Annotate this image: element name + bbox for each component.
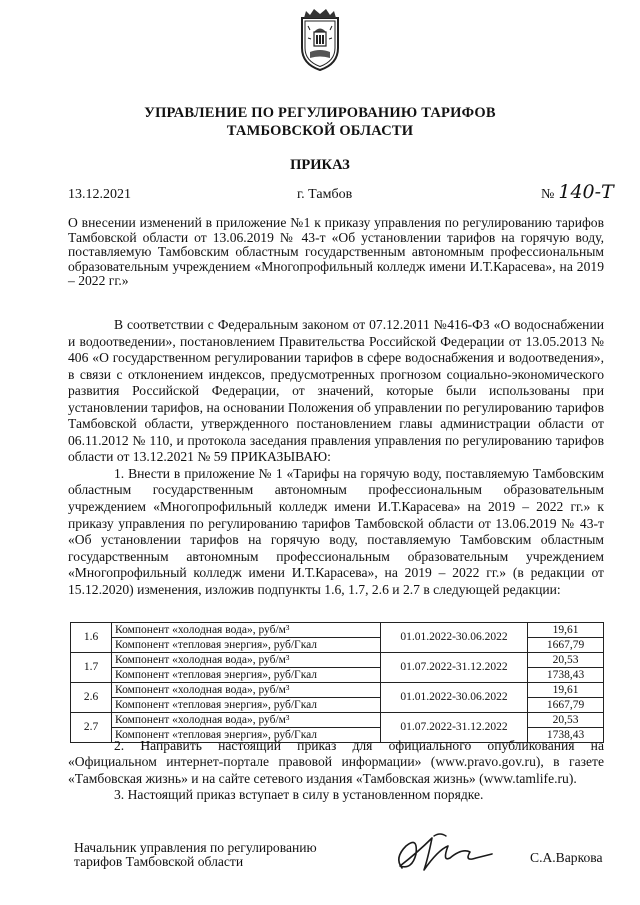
table-cell-value: 1667,79 — [528, 638, 604, 653]
table-cell-value: 20,53 — [528, 713, 604, 728]
coat-of-arms-icon — [296, 8, 344, 74]
table-cell-component: Компонент «холодная вода», руб/м³ — [112, 653, 381, 668]
item-3-paragraph: 3. Настоящий приказ вступает в силу в установленном порядке. — [114, 786, 484, 802]
table-row — [71, 683, 604, 698]
table-cell-value: 1738,43 — [528, 728, 604, 743]
table-cell-period: 01.01.2022-30.06.2022 — [381, 683, 528, 713]
table-cell-component: Компонент «тепловая энергия», руб/Гкал — [112, 728, 381, 743]
signatory-name: С.А.Варкова — [530, 850, 603, 865]
table-cell-period: 01.07.2022-31.12.2022 — [381, 713, 528, 743]
table-cell-component: Компонент «холодная вода», руб/м³ — [112, 713, 381, 728]
table-cell-value: 19,61 — [528, 683, 604, 698]
table-cell-point: 2.6 — [71, 683, 112, 713]
tariff-table — [70, 622, 604, 743]
document-number — [541, 181, 614, 203]
table-row — [71, 713, 604, 728]
table-cell-value: 19,61 — [528, 623, 604, 638]
item-2-paragraph: 2. Направить настоящий приказ для официального опубликования на «Официальном интернет-портале правовой информации» (www.pravo.gov.ru), в газете «Тамбовская жизнь» и на сайте сетевого издания «Тамбовская жизнь» (www.tamlife.ru). — [68, 738, 604, 786]
table-cell-component: Компонент «холодная вода», руб/м³ — [112, 623, 381, 638]
table-cell-period: 01.01.2022-30.06.2022 — [381, 623, 528, 653]
document-type: ПРИКАЗ — [290, 157, 350, 173]
preamble-paragraph: В соответствии с Федеральным законом от 07.12.2011 №416-ФЗ «О водоснабжении и водоотведении», постановлением Правительства Российской Федерации от 13.05.2013 № 406 «О государственном регулировании тарифов в сфере водоснабжения и водоотведения», в связи с отклонением индексов, предусмотренных прогнозом социально-экономического развития Российской Федерации, от значений, которые были использованы при установлении тарифов, на основании Положения об управлении по регулированию тарифов Тамбовской области, утвержденного постановлением главы администрации области от 06.11.2012 № 110, и протокола заседания правления управления по регулированию тарифов области от 13.12.2021 № 59 ПРИКАЗЫВАЮ: — [68, 317, 604, 465]
org-line-2: ТАМБОВСКОЙ ОБЛАСТИ — [226, 123, 414, 139]
closing-items — [68, 738, 604, 803]
table-cell-component: Компонент «тепловая энергия», руб/Гкал — [112, 668, 381, 683]
signatory-role-line-1: Начальник управления по регулированию — [74, 840, 317, 855]
handwritten-signature-icon — [388, 828, 498, 876]
document-body — [68, 317, 604, 598]
signatory-role — [74, 841, 317, 869]
number-value: 140-Т — [558, 181, 614, 203]
document-subject: О внесении изменений в приложение №1 к приказу управления по регулированию тарифов Тамбовской области от 13.06.2019 № 43-т «Об установлении тарифов на горячую воду, поставляемую Тамбовским областным государственным автономным профессиональным образовательным учреждением «Многопрофильный колледж имени И.Т.Карасева», на 2019 – 2022 гг.» — [68, 215, 604, 289]
item-1-paragraph: 1. Внести в приложение № 1 «Тарифы на горячую воду, поставляемую Тамбовским областным государственным автономным профессиональным образовательным учреждением «Многопрофильный колледж имени И.Т.Карасева» на 2019 – 2022 гг.» к приказу управления по регулированию тарифов Тамбовской области от 13.06.2019 № 43-т «Об установлении тарифов на горячую воду, поставляемую Тамбовским областным государственным автономным профессиональным образовательным учреждением «Многопрофильный колледж имени И.Т.Карасева», на 2019 – 2022 гг.» (в редакции от 15.12.2020) изменения, изложив подпункты 1.6, 1.7, 2.6 и 2.7 в следующей редакции: — [68, 465, 604, 597]
table-cell-component: Компонент «тепловая энергия», руб/Гкал — [112, 698, 381, 713]
document-date: 13.12.2021 — [68, 187, 131, 202]
table-cell-value: 1738,43 — [528, 668, 604, 683]
table-row — [71, 653, 604, 668]
signatory-role-line-2: тарифов Тамбовской области — [74, 854, 244, 869]
table-cell-point: 1.6 — [71, 623, 112, 653]
table-cell-component: Компонент «холодная вода», руб/м³ — [112, 683, 381, 698]
organization-name — [0, 104, 640, 140]
table-cell-point: 1.7 — [71, 653, 112, 683]
document-city: г. Тамбов — [297, 187, 353, 202]
table-row — [71, 623, 604, 638]
table-cell-value: 20,53 — [528, 653, 604, 668]
org-line-1: УПРАВЛЕНИЕ ПО РЕГУЛИРОВАНИЮ ТАРИФОВ — [144, 105, 496, 121]
table-cell-point: 2.7 — [71, 713, 112, 743]
table-cell-period: 01.07.2022-31.12.2022 — [381, 653, 528, 683]
table-cell-value: 1667,79 — [528, 698, 604, 713]
table-cell-component: Компонент «тепловая энергия», руб/Гкал — [112, 638, 381, 653]
number-label: № — [541, 187, 555, 202]
